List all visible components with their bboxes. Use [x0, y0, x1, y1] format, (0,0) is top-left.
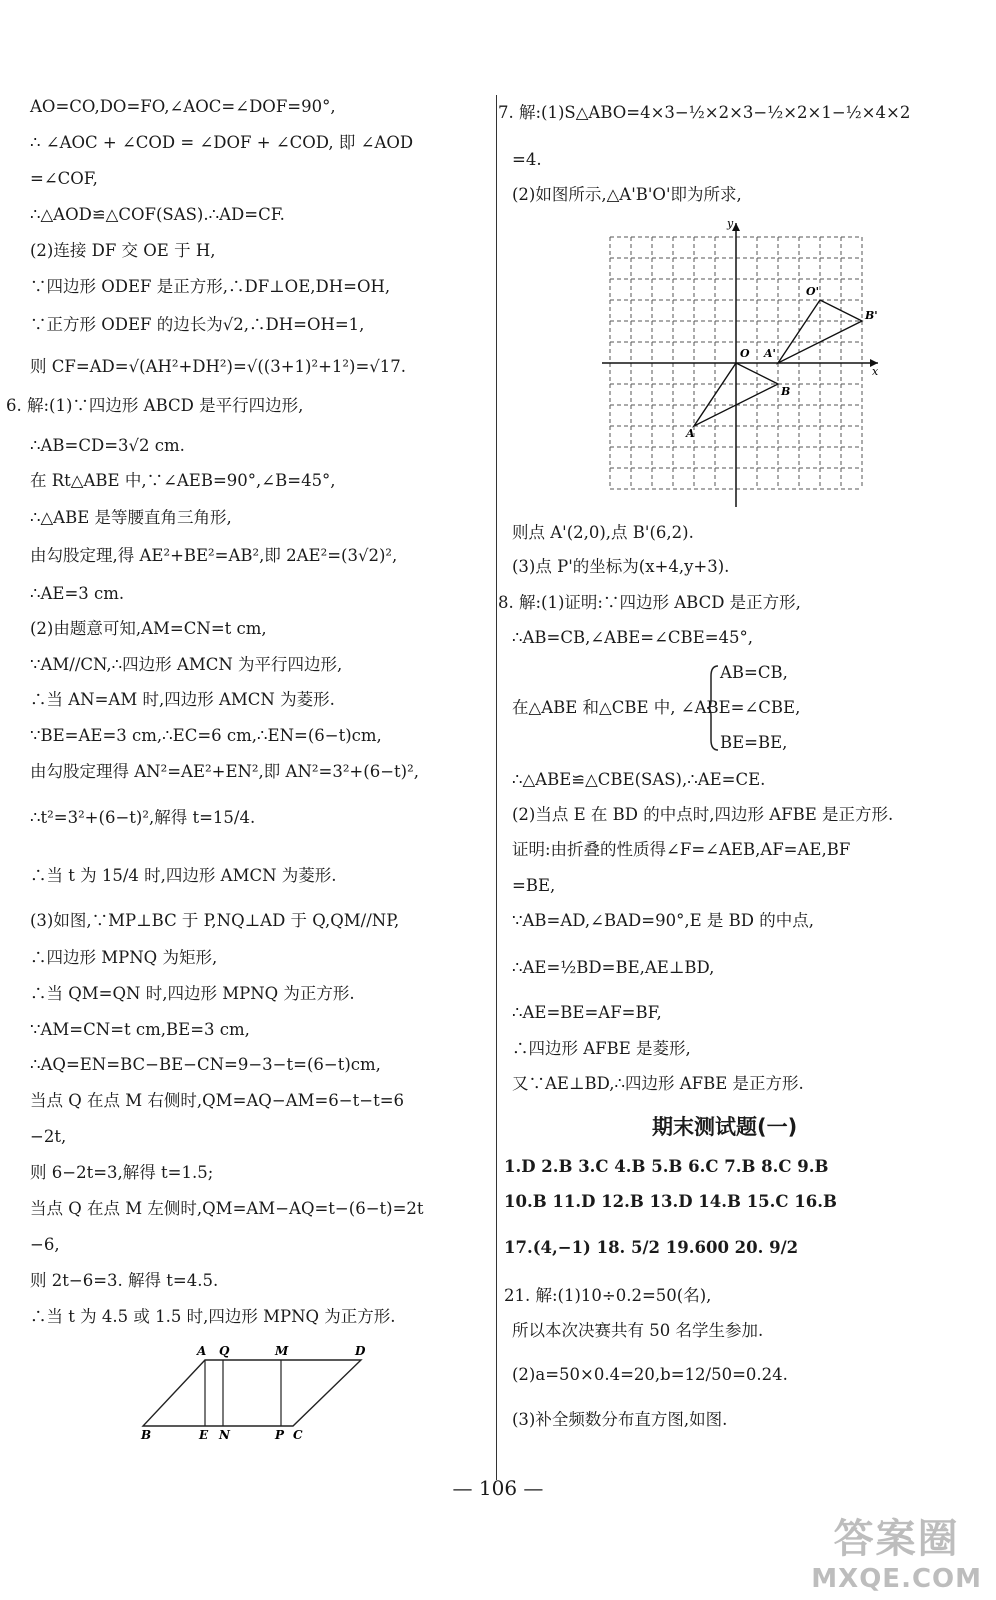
- label-A-prime: A': [764, 347, 776, 360]
- answers-row-3: 17.(4,−1) 18. 5/2 19.600 20. 9/2: [504, 1238, 799, 1257]
- text-line: ∵AM//CN,∴四边形 AMCN 为平行四边形,: [30, 655, 343, 674]
- text-line: (2)如图所示,△A'B'O'即为所求,: [512, 185, 742, 204]
- label-D: D: [355, 1344, 366, 1358]
- label-M: M: [275, 1344, 289, 1358]
- label-A: A: [197, 1344, 207, 1358]
- label-Q: Q: [219, 1344, 230, 1358]
- text-line: 则点 A'(2,0),点 B'(6,2).: [512, 523, 694, 542]
- parallelogram-figure: [135, 1338, 375, 1442]
- text-line: 又∵AE⊥BD,∴四边形 AFBE 是正方形.: [512, 1074, 804, 1093]
- label-E: E: [199, 1428, 209, 1442]
- text-line: =4.: [512, 150, 542, 169]
- text-line: ∴当 t 为 4.5 或 1.5 时,四边形 MPNQ 为正方形.: [30, 1307, 396, 1326]
- axis-label-x: x: [872, 365, 879, 378]
- coordinate-grid-figure: [602, 215, 887, 510]
- text-line: ∵AM=CN=t cm,BE=3 cm,: [30, 1020, 250, 1039]
- label-B-prime: B': [865, 309, 878, 322]
- answers-row-2: 10.B 11.D 12.B 13.D 14.B 15.C 16.B: [504, 1192, 837, 1211]
- text-line: ∴四边形 AFBE 是菱形,: [512, 1039, 691, 1058]
- problem-8-heading: 8. 解:(1)证明:∵四边形 ABCD 是正方形,: [498, 593, 801, 612]
- text-line: 由勾股定理得 AN²=AE²+EN²,即 AN²=3²+(6−t)²,: [30, 762, 419, 781]
- text-line: (2)连接 DF 交 OE 于 H,: [30, 241, 216, 260]
- text-line: ∴t²=3²+(6−t)²,解得 t=15/4.: [30, 808, 256, 827]
- text-line: ∵四边形 ODEF 是正方形,∴DF⊥OE,DH=OH,: [30, 277, 391, 296]
- watermark-line1: 答案圈: [833, 1516, 960, 1562]
- axis-label-y: y: [727, 217, 734, 230]
- label-N: N: [219, 1428, 230, 1442]
- column-divider: [496, 95, 497, 1480]
- text-line: BE=BE,: [720, 733, 788, 752]
- text-line: ∴AQ=EN=BC−BE−CN=9−3−t=(6−t)cm,: [30, 1055, 381, 1074]
- label-B: B: [781, 385, 791, 398]
- label-B: B: [141, 1428, 152, 1442]
- text-line: =BE,: [512, 876, 556, 895]
- text-line: ∵BE=AE=3 cm,∴EC=6 cm,∴EN=(6−t)cm,: [30, 726, 382, 745]
- text-line: ∴当 AN=AM 时,四边形 AMCN 为菱形.: [30, 690, 335, 709]
- watermark-line2: MXQE.COM: [811, 1564, 982, 1594]
- text-line: (2)a=50×0.4=20,b=12/50=0.24.: [512, 1365, 788, 1384]
- text-line: ∴AE=½BD=BE,AE⊥BD,: [512, 958, 715, 977]
- section-title: 期末测试题(一): [652, 1115, 798, 1139]
- text-line: ∴AE=BE=AF=BF,: [512, 1003, 662, 1022]
- text-line: ∴四边形 MPNQ 为矩形,: [30, 948, 218, 967]
- text-line: 在△ABE 和△CBE 中, ∠ABE=∠CBE,: [512, 698, 801, 717]
- text-line: ∴ ∠AOC + ∠COD = ∠DOF + ∠COD, 即 ∠AOD: [30, 133, 414, 152]
- text-line: (3)点 P'的坐标为(x+4,y+3).: [512, 557, 730, 576]
- problem-21-heading: 21. 解:(1)10÷0.2=50(名),: [504, 1286, 712, 1305]
- text-line: ∵AB=AD,∠BAD=90°,E 是 BD 的中点,: [512, 911, 814, 930]
- text-line: ∴当 QM=QN 时,四边形 MPNQ 为正方形.: [30, 984, 355, 1003]
- text-line: 证明:由折叠的性质得∠F=∠AEB,AF=AE,BF: [512, 840, 851, 859]
- text-line: (3)如图,∵MP⊥BC 于 P,NQ⊥AD 于 Q,QM//NP,: [30, 911, 400, 930]
- page-number: — 106 —: [452, 1476, 544, 1500]
- text-line: 所以本次决赛共有 50 名学生参加.: [512, 1321, 764, 1340]
- text-line: ∴AB=CD=3√2 cm.: [30, 436, 185, 455]
- text-line: (2)由题意可知,AM=CN=t cm,: [30, 619, 267, 638]
- text-line: 当点 Q 在点 M 左侧时,QM=AM−AQ=t−(6−t)=2t: [30, 1199, 424, 1218]
- text-line: 则 2t−6=3. 解得 t=4.5.: [30, 1271, 219, 1290]
- text-line: ∴△AOD≌△COF(SAS).∴AD=CF.: [30, 205, 285, 224]
- label-C: C: [293, 1428, 303, 1442]
- text-line: ∴△ABE≌△CBE(SAS),∴AE=CE.: [512, 770, 766, 789]
- label-O-prime: O': [806, 285, 819, 298]
- text-line: (3)补全频数分布直方图,如图.: [512, 1410, 728, 1429]
- answers-row-1: 1.D 2.B 3.C 4.B 5.B 6.C 7.B 8.C 9.B: [504, 1157, 829, 1176]
- label-O: O: [740, 347, 750, 360]
- text-line: −6,: [30, 1235, 60, 1254]
- text-line: 则 CF=AD=√(AH²+DH²)=√((3+1)²+1²)=√17.: [30, 357, 407, 376]
- text-line: ∴当 t 为 15/4 时,四边形 AMCN 为菱形.: [30, 866, 337, 885]
- text-line: ∴AE=3 cm.: [30, 584, 125, 603]
- text-line: 由勾股定理,得 AE²+BE²=AB²,即 2AE²=(3√2)²,: [30, 546, 398, 565]
- problem-7-heading: 7. 解:(1)S△ABO=4×3−½×2×3−½×2×1−½×4×2: [498, 103, 911, 122]
- text-line: ∵正方形 ODEF 的边长为√2,∴DH=OH=1,: [30, 315, 365, 334]
- text-line: AO=CO,DO=FO,∠AOC=∠DOF=90°,: [30, 97, 336, 116]
- text-line: AB=CB,: [720, 663, 788, 682]
- text-line: (2)当点 E 在 BD 的中点时,四边形 AFBE 是正方形.: [512, 805, 894, 824]
- label-A: A: [686, 427, 695, 440]
- text-line: 则 6−2t=3,解得 t=1.5;: [30, 1163, 214, 1182]
- text-line: −2t,: [30, 1127, 67, 1146]
- text-line: 当点 Q 在点 M 右侧时,QM=AQ−AM=6−t−t=6: [30, 1091, 405, 1110]
- text-line: ∴AB=CB,∠ABE=∠CBE=45°,: [512, 628, 754, 647]
- watermark-logo: [811, 1507, 982, 1594]
- problem-6-heading: 6. 解:(1)∵四边形 ABCD 是平行四边形,: [6, 396, 304, 415]
- label-P: P: [275, 1428, 285, 1442]
- text-line: 在 Rt△ABE 中,∵∠AEB=90°,∠B=45°,: [30, 471, 336, 490]
- text-line: =∠COF,: [30, 169, 98, 188]
- text-line: ∴△ABE 是等腰直角三角形,: [30, 508, 232, 527]
- brace-symbol: [706, 664, 720, 752]
